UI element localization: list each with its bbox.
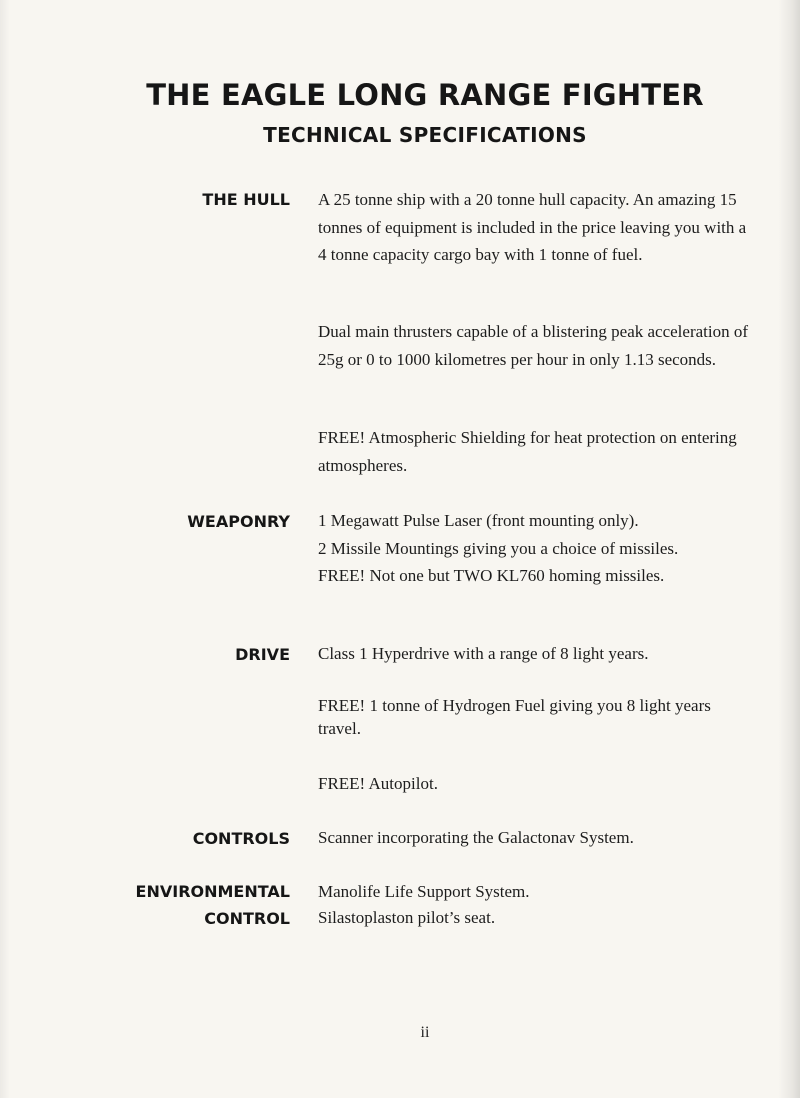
controls-text: Scanner incorporating the Galactonav System. — [318, 828, 634, 847]
page-number: ii — [420, 1024, 430, 1041]
section-label-hull: THE HULL — [202, 190, 290, 209]
environmental-line-1: Manolife Life Support System. — [318, 882, 530, 901]
weaponry-line-1: 1 Megawatt Pulse Laser (front mounting only). — [318, 511, 639, 530]
section-label-controls: CONTROLS — [192, 829, 290, 848]
drive-paragraph-3: FREE! Autopilot. — [318, 774, 438, 793]
hull-paragraph-1: A 25 tonne ship with a 20 tonne hull capacity. An amazing 15 tonnes of equipment is included in the price leaving you with a 4 tonne capacity cargo bay with 1 tonne of fuel. — [318, 190, 747, 264]
section-label-environmental-line2: CONTROL — [204, 909, 290, 928]
section-label-weaponry: WEAPONRY — [187, 512, 290, 531]
weaponry-line-3: FREE! Not one but TWO KL760 homing missiles. — [318, 566, 665, 585]
section-label-drive: DRIVE — [235, 645, 290, 664]
drive-paragraph-2: FREE! 1 tonne of Hydrogen Fuel giving you 8 light years travel. — [318, 696, 711, 738]
page-left-shadow — [0, 0, 10, 1098]
section-label-environmental-line1: ENVIRONMENTAL — [135, 882, 290, 901]
hull-paragraph-3: FREE! Atmospheric Shielding for heat protection on entering atmospheres. — [318, 428, 737, 475]
hull-paragraph-2: Dual main thrusters capable of a blistering peak acceleration of 25g or 0 to 1000 kilometres per hour in only 1.13 seconds. — [318, 322, 749, 369]
page-title: THE EAGLE LONG RANGE FIGHTER — [146, 78, 704, 112]
page-edge-shadow — [778, 0, 800, 1098]
environmental-line-2: Silastoplaston pilot’s seat. — [318, 908, 496, 927]
page-subtitle: TECHNICAL SPECIFICATIONS — [263, 123, 587, 147]
drive-paragraph-1: Class 1 Hyperdrive with a range of 8 light years. — [318, 644, 649, 663]
weaponry-line-2: 2 Missile Mountings giving you a choice of missiles. — [318, 539, 679, 558]
